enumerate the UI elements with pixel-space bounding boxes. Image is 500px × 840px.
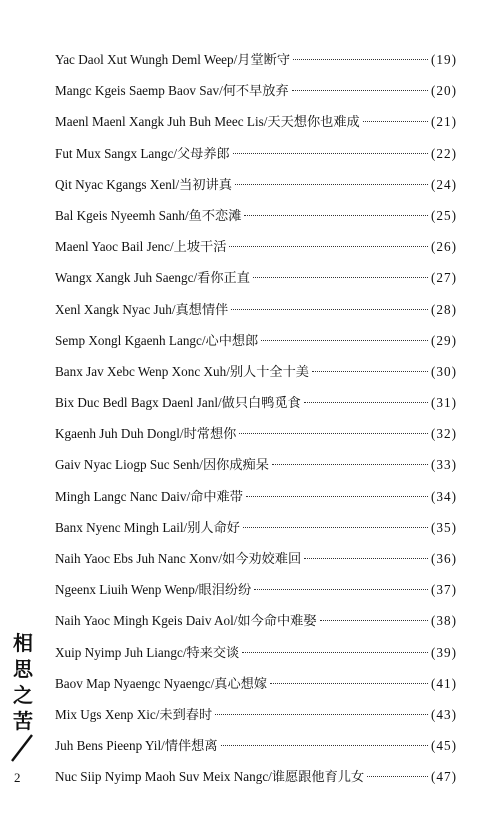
dot-leader xyxy=(239,433,428,434)
toc-entry-page: (24) xyxy=(431,176,457,192)
toc-entry xyxy=(55,75,457,106)
toc-entry-title: Maenl Maenl Xangk Juh Buh Meec Lis/天天想你也难成 xyxy=(55,114,360,130)
book-title-char: 相 xyxy=(13,631,33,655)
dot-leader xyxy=(293,59,428,60)
toc-entry-page: (45) xyxy=(431,738,457,754)
toc-entry-title: Bix Duc Bedl Bagx Daenl Janl/做只白鸭觅食 xyxy=(55,395,301,411)
toc-entry-page: (29) xyxy=(431,332,457,348)
toc-entry xyxy=(55,44,457,75)
toc-entry-title: Mix Ugs Xenp Xic/未到春时 xyxy=(55,706,213,722)
toc-entry-title: Banx Jav Xebc Wenp Xonc Xuh/别人十全十美 xyxy=(55,363,309,379)
toc-entry xyxy=(55,637,457,668)
dot-leader xyxy=(304,558,428,559)
toc-entry-page: (32) xyxy=(431,426,457,442)
toc-entry xyxy=(55,106,457,137)
dot-leader xyxy=(320,620,428,621)
toc-entry xyxy=(55,730,457,761)
slash-ornament xyxy=(8,733,36,763)
dot-leader xyxy=(221,745,428,746)
toc-entry xyxy=(55,138,457,169)
book-title-char: 苦 xyxy=(13,709,33,733)
toc-entry xyxy=(55,356,457,387)
toc-entry xyxy=(55,262,457,293)
dot-leader xyxy=(231,309,428,310)
dot-leader xyxy=(363,121,428,122)
toc-entry-title: Naih Yaoc Mingh Kgeis Daiv Aol/如今命中难娶 xyxy=(55,613,317,629)
toc-entry xyxy=(55,294,457,325)
dot-leader xyxy=(304,402,428,403)
toc-entry xyxy=(55,449,457,480)
dot-leader xyxy=(254,589,428,590)
toc-entry-title: Mingh Langc Nanc Daiv/命中难带 xyxy=(55,488,243,504)
toc-entry-page: (19) xyxy=(431,52,457,67)
dot-leader xyxy=(272,464,428,465)
toc-entry-title: Kgaenh Juh Duh Dongl/时常想你 xyxy=(55,426,237,442)
toc-entry-title: Baov Map Nyaengc Nyaengc/真心想嫁 xyxy=(55,675,268,691)
toc-entry xyxy=(55,231,457,262)
toc-entry xyxy=(55,761,457,792)
toc-entry-page: (36) xyxy=(431,551,457,566)
toc-entry xyxy=(55,605,457,636)
dot-leader xyxy=(233,153,428,154)
toc-entry-page: (28) xyxy=(431,301,457,317)
toc-entry-page: (30) xyxy=(431,363,457,379)
toc-entry-page: (37) xyxy=(431,582,457,598)
toc-entry-title: Yac Daol Xut Wungh Deml Weep/月堂断守 xyxy=(55,52,291,67)
toc-entry xyxy=(55,169,457,200)
toc-entry-page: (25) xyxy=(431,207,457,223)
toc-entry-title: Qit Nyac Kgangs Xenl/当初讲真 xyxy=(55,176,232,192)
toc-entry xyxy=(55,387,457,418)
toc-entry-page: (43) xyxy=(431,706,457,722)
toc-entry-title: Naih Yaoc Ebs Juh Nanc Xonv/如今劝姣难回 xyxy=(55,551,302,566)
toc-entry-page: (26) xyxy=(431,239,457,255)
dot-leader xyxy=(253,277,428,278)
table-of-contents xyxy=(55,44,457,793)
toc-entry-page: (38) xyxy=(431,613,457,629)
toc-entry-title: Juh Bens Pieenp Yil/情伴想离 xyxy=(55,738,218,754)
toc-entry xyxy=(55,481,457,512)
dot-leader xyxy=(270,683,428,684)
toc-entry xyxy=(55,512,457,543)
toc-entry-title: Semp Xongl Kgaenh Langc/心中想郎 xyxy=(55,332,259,348)
toc-entry-page: (27) xyxy=(431,270,457,286)
toc-entry-page: (35) xyxy=(431,519,457,535)
dot-leader xyxy=(246,496,428,497)
toc-entry xyxy=(55,418,457,449)
dot-leader xyxy=(235,184,428,185)
dot-leader xyxy=(292,90,428,91)
book-title-char: 之 xyxy=(13,683,33,707)
toc-entry-page: (47) xyxy=(431,769,457,785)
toc-entry-title: Nuc Siip Nyimp Maoh Suv Meix Nangc/谁愿跟他育儿女 xyxy=(55,769,365,785)
dot-leader xyxy=(312,371,428,372)
toc-entry-title: Mangc Kgeis Saemp Baov Sav/何不早放弃 xyxy=(55,83,289,99)
toc-entry-title: Bal Kgeis Nyeemh Sanh/鱼不恋滩 xyxy=(55,207,242,223)
toc-entry-title: Maenl Yaoc Bail Jenc/上坡干活 xyxy=(55,239,227,255)
toc-entry xyxy=(55,574,457,605)
toc-entry-title: Xuip Nyimp Juh Liangc/特来交谈 xyxy=(55,644,240,660)
toc-entry-page: (39) xyxy=(431,644,457,660)
page-number: 2 xyxy=(14,770,21,785)
dot-leader xyxy=(229,246,428,247)
book-title-char: 思 xyxy=(13,657,33,681)
toc-entry-page: (31) xyxy=(431,395,457,411)
toc-entry-page: (21) xyxy=(431,114,457,130)
dot-leader xyxy=(242,652,428,653)
toc-entry xyxy=(55,699,457,730)
dot-leader xyxy=(367,776,428,777)
toc-entry-title: Ngeenx Liuih Wenp Wenp/眼泪纷纷 xyxy=(55,582,252,598)
toc-entry-title: Fut Mux Sangx Langc/父母养郎 xyxy=(55,145,230,161)
toc-entry-title: Wangx Xangk Juh Saengc/看你正直 xyxy=(55,270,250,286)
toc-entry-page: (22) xyxy=(431,145,457,161)
dot-leader xyxy=(244,215,428,216)
toc-entry-page: (33) xyxy=(431,457,457,473)
toc-entry xyxy=(55,200,457,231)
dot-leader xyxy=(243,527,428,528)
toc-entry-title: Banx Nyenc Mingh Lail/别人命好 xyxy=(55,519,240,535)
book-title-vertical xyxy=(12,630,34,734)
dot-leader xyxy=(215,714,428,715)
toc-entry xyxy=(55,543,457,574)
toc-entry-page: (41) xyxy=(431,675,457,691)
toc-entry xyxy=(55,325,457,356)
toc-entry-title: Gaiv Nyac Liogp Suc Senh/因你成痴呆 xyxy=(55,457,269,473)
toc-entry-page: (20) xyxy=(431,83,457,99)
dot-leader xyxy=(261,340,428,341)
toc-entry-page: (34) xyxy=(431,488,457,504)
toc-entry xyxy=(55,668,457,699)
toc-entry-title: Xenl Xangk Nyac Juh/真想情伴 xyxy=(55,301,229,317)
